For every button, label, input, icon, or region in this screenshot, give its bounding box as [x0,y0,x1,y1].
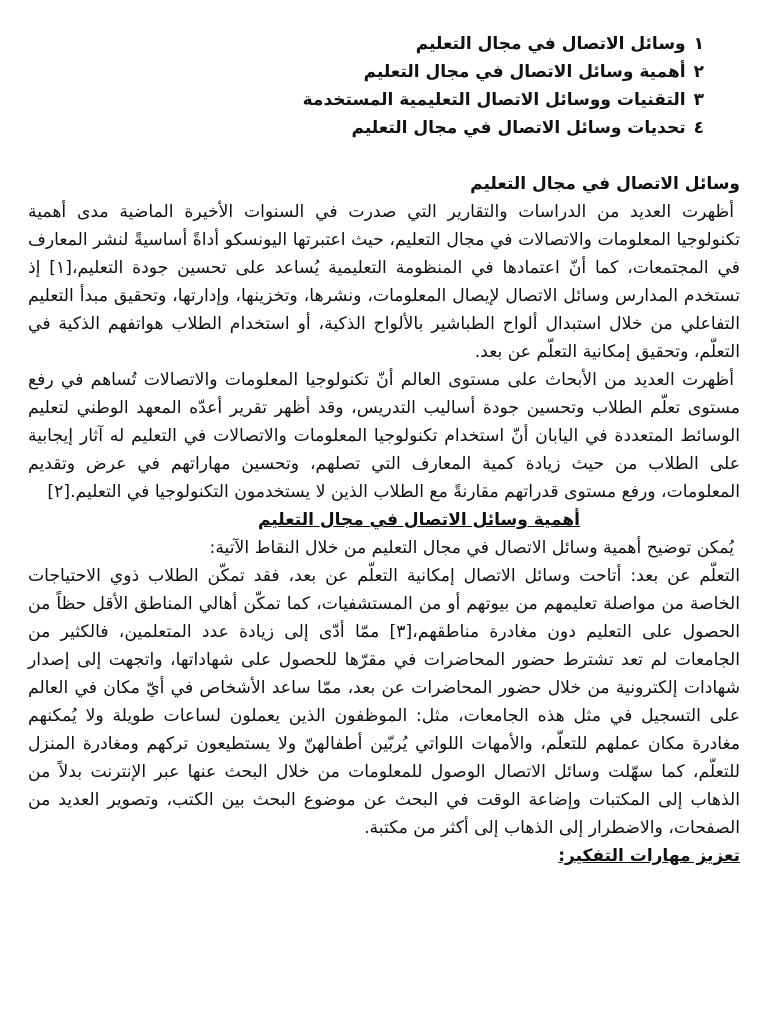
toc-item-1 [28,30,740,58]
toc-label: تحديات وسائل الاتصال في مجال التعليم [351,118,686,138]
paragraph-distance-learning: التعلّم عن بعد: أتاحت وسائل الاتصال إمكانية التعلّم عن بعد، فقد تمكّن الطلاب ذوي الاحتياجات الخاصة من مواصلة تعليمهم من بيوتهم أو من المستشفيات، كما تمكّن أهالي المناطق الأقل حظاً من الحصول على التعليم دون مغادرة مناطقهم،[٣] ممّا أدّى إلى زيادة عدد المتعلمين، فالكثير من الجامعات لم تعد تشترط حضور المحاضرات في مقرّها للحصول على شهاداتها، واتجهت إلى إصدار شهادات إلكترونية من خلال حضور المحاضرات عن بعد، ممّا ساعد الأشخاص في أيّ مكان في العالم على التسجيل في مثل هذه الجامعات، مثل: الموظفون الذين يعملون لساعات طويلة ولا يُمكنهم مغادرة مكان عملهم للتعلّم، والأمهات اللواتي يُربّين أطفالهنّ ولا يستطيعون تركهم ومغادرة المنزل للتعلّم، كما سهّلت وسائل الاتصال الوصول للمعلومات من خلال البحث عنها عبر الإنترنت بدلاً من الذهاب إلى المكتبات وإضاعة الوقت في البحث عن موضوع البحث بين الكتب، وتصوير العديد من الصفحات، والاضطرار إلى الذهاب إلى أكثر من مكتبة. [28,566,740,838]
table-of-contents [28,30,740,142]
spacer [28,142,740,170]
toc-number: ١ [693,34,704,54]
toc-label: وسائل الاتصال في مجال التعليم [415,34,686,54]
toc-number: ٣ [693,90,704,110]
paragraph-research: أظهرت العديد من الأبحاث على مستوى العالم أنّ تكنولوجيا المعلومات والاتصالات تُساهم في رفع مستوى تعلّم الطلاب وتحسين جودة أساليب التدريس، وقد أظهر تقرير أعدّه المعهد الوطني لتعليم الوسائط المتعددة في اليابان أنّ استخدام تكنولوجيا المعلومات والاتصالات في التعليم له آثار إيجابية على الطلاب من حيث زيادة كمية المعارف التي تصلهم، وتحسين مهاراتهم في عرض وتقديم المعلومات، ورفع مستوى قدراتهم مقارنةً مع الطلاب الذين لا يستخدمون التكنولوجيا في التعليم.[٢] [28,370,740,502]
paragraph-intro: أظهرت العديد من الدراسات والتقارير التي صدرت في السنوات الأخيرة الماضية مدى أهمية تكنولوجيا المعلومات والاتصالات في مجال التعليم، حيث اعتبرتها اليونسكو أداةً أساسيةً لنشر المعارف في المجتمعات، كما أنّ اعتمادها في المنظومة التعليمية يُساعد على تحسين جودة التعليم،[١] إذ تستخدم المدارس وسائل الاتصال لإيصال المعلومات، ونشرها، وتخزينها، وإدارتها، وتحقيق مبدأ التعليم التفاعلي من خلال استبدال ألواح الطباشير بالألواح الذكية، أو استخدام الطلاب هواتفهم الذكية في التعلّم، وتحقيق إمكانية التعلّم عن بعد. [28,202,740,362]
toc-item-4 [28,114,740,142]
paragraph-importance-intro: يُمكن توضيح أهمية وسائل الاتصال في مجال التعليم من خلال النقاط الآتية: [209,538,734,558]
toc-item-3 [28,86,740,114]
toc-number: ٢ [693,62,704,82]
toc-number: ٤ [693,118,704,138]
section-heading-communication-means: وسائل الاتصال في مجال التعليم [470,174,740,194]
section-heading-importance: أهمية وسائل الاتصال في مجال التعليم [257,510,580,530]
toc-item-2 [28,58,740,86]
document-page [28,30,740,870]
section-heading-thinking-skills: تعزيز مهارات التفكير: [558,846,740,866]
toc-label: التقنيات ووسائل الاتصال التعليمية المستخدمة [302,90,686,110]
toc-label: أهمية وسائل الاتصال في مجال التعليم [363,62,686,82]
